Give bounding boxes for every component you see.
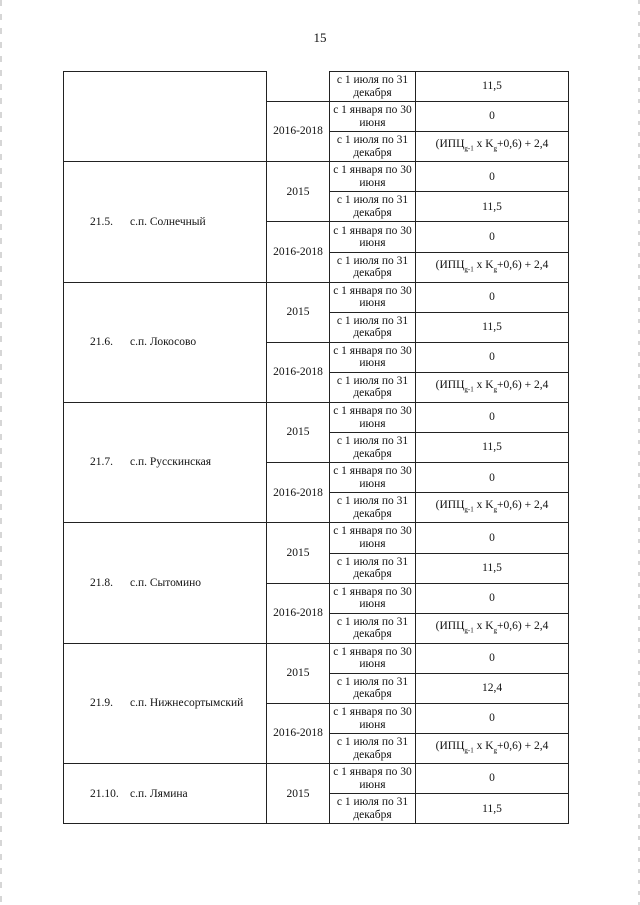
- table-row: [64, 643, 569, 673]
- year-cell: 2016-2018: [267, 102, 330, 162]
- row-number: 21.6.: [90, 336, 113, 349]
- table-row: [64, 162, 569, 192]
- settlement-cell: [64, 764, 267, 824]
- table-row: [64, 403, 569, 433]
- settlement-cell: [64, 523, 267, 643]
- period-cell: с 1 июля по 31 декабря: [330, 493, 416, 523]
- rate-cell: 0: [416, 102, 569, 132]
- settlement-cell: [64, 282, 267, 402]
- period-cell: с 1 июля по 31 декабря: [330, 553, 416, 583]
- rate-cell: 11,5: [416, 312, 569, 342]
- period-cell: с 1 января по 30 июня: [330, 523, 416, 553]
- formula-cell: ($ИПЦ_{g-1}$ x $K_g+0,6) + 2,4$: [416, 493, 569, 523]
- rate-cell: 0: [416, 403, 569, 433]
- period-cell: с 1 июля по 31 декабря: [330, 673, 416, 703]
- period-cell: с 1 июля по 31 декабря: [330, 252, 416, 282]
- period-cell: с 1 января по 30 июня: [330, 342, 416, 372]
- period-cell: с 1 января по 30 июня: [330, 162, 416, 192]
- formula-cell: ($ИПЦ_{g-1}$ x $K_g+0,6) + 2,4$: [416, 613, 569, 643]
- period-cell: с 1 июля по 31 декабря: [330, 312, 416, 342]
- row-number: 21.7.: [90, 456, 113, 469]
- rate-cell: 0: [416, 162, 569, 192]
- rate-cell: 12,4: [416, 673, 569, 703]
- period-cell: с 1 июля по 31 декабря: [330, 132, 416, 162]
- settlement-name: с.п. Лямина: [130, 787, 188, 800]
- year-cell-continued-blank: [267, 72, 330, 102]
- formula-subscript: g: [493, 265, 498, 273]
- row-number: 21.8.: [90, 576, 113, 589]
- period-cell: с 1 июля по 31 декабря: [330, 192, 416, 222]
- year-cell: 2015: [267, 764, 330, 824]
- table-row: [64, 282, 569, 312]
- formula-subscript: g-1: [464, 385, 474, 394]
- rate-cell: 0: [416, 764, 569, 794]
- period-cell: с 1 июля по 31 декабря: [330, 372, 416, 402]
- year-cell: 2015: [267, 403, 330, 463]
- row-number: 21.9.: [90, 697, 113, 710]
- settlement-name: с.п. Сытомино: [130, 576, 202, 589]
- year-cell: 2016-2018: [267, 342, 330, 402]
- year-cell: 2016-2018: [267, 703, 330, 763]
- formula-subscript: g: [493, 144, 498, 153]
- settlement-cell: [64, 162, 267, 282]
- settlement-cell: [64, 643, 267, 763]
- formula-cell: ($ИПЦ_{g-1}$ x $K_g+0,6) + 2,4$: [416, 132, 569, 162]
- period-cell: с 1 июля по 31 декабря: [330, 613, 416, 643]
- rate-cell: 0: [416, 282, 569, 312]
- rate-cell: 11,5: [416, 553, 569, 583]
- year-cell: 2015: [267, 523, 330, 583]
- year-cell: 2016-2018: [267, 463, 330, 523]
- rate-cell: 11,5: [416, 433, 569, 463]
- year-cell: 2015: [267, 643, 330, 703]
- period-cell: с 1 января по 30 июня: [330, 222, 416, 252]
- table-row: [64, 72, 569, 102]
- formula-subscript: g: [493, 385, 498, 394]
- rate-cell: 0: [416, 463, 569, 493]
- year-cell: 2016-2018: [267, 222, 330, 282]
- table-row: [64, 764, 569, 794]
- period-cell: с 1 июля по 31 декабря: [330, 433, 416, 463]
- settlement-name: с.п. Русскинская: [130, 456, 212, 469]
- period-cell: с 1 июля по 31 декабря: [330, 734, 416, 764]
- rate-cell: 0: [416, 523, 569, 553]
- formula-subscript: g: [493, 746, 498, 755]
- period-cell: с 1 января по 30 июня: [330, 102, 416, 132]
- rate-cell: 11,5: [416, 192, 569, 222]
- settlement-name: с.п. Локосово: [130, 336, 197, 349]
- table-row: [64, 523, 569, 553]
- year-cell: 2016-2018: [267, 583, 330, 643]
- tariff-table: [63, 71, 569, 824]
- settlement-cell-continued: [64, 72, 267, 162]
- rate-cell: 0: [416, 222, 569, 252]
- rate-cell: 11,5: [416, 794, 569, 824]
- period-cell: с 1 января по 30 июня: [330, 463, 416, 493]
- settlement-name: с.п. Нижнесортымский: [130, 697, 244, 710]
- settlement-cell: [64, 403, 267, 523]
- period-cell: с 1 января по 30 июня: [330, 703, 416, 733]
- formula-subscript: g: [493, 505, 498, 514]
- year-cell: 2015: [267, 282, 330, 342]
- period-cell: с 1 января по 30 июня: [330, 643, 416, 673]
- rate-cell: 0: [416, 342, 569, 372]
- formula-cell: ($ИПЦ_{g-1}$ x $K_g+0,6) + 2,4$: [416, 734, 569, 764]
- formula-subscript: g-1: [464, 626, 474, 635]
- scan-edge-left: [0, 0, 2, 905]
- rate-cell: 0: [416, 583, 569, 613]
- rate-cell: 0: [416, 643, 569, 673]
- formula-subscript: g-1: [464, 746, 474, 755]
- period-cell: с 1 января по 30 июня: [330, 583, 416, 613]
- formula-subscript: g: [493, 626, 498, 635]
- settlement-name: с.п. Солнечный: [130, 215, 206, 228]
- period-cell: с 1 января по 30 июня: [330, 282, 416, 312]
- formula-subscript: g-1: [464, 144, 474, 153]
- formula-cell: ($ИПЦ_{g-1}$ x $K_g+0,6) + 2,4$: [416, 252, 569, 282]
- formula-cell: ($ИПЦ_{g-1}$ x $K_g+0,6) + 2,4$: [416, 372, 569, 402]
- formula-subscript: g-1: [464, 265, 474, 273]
- page-number: 15: [313, 30, 327, 45]
- rate-cell: 0: [416, 703, 569, 733]
- period-cell: с 1 января по 30 июня: [330, 403, 416, 433]
- rate-cell: 11,5: [416, 72, 569, 102]
- period-cell: с 1 января по 30 июня: [330, 764, 416, 794]
- year-cell: 2015: [267, 162, 330, 222]
- tariff-table-body: [64, 72, 569, 824]
- row-number: 21.10.: [90, 787, 119, 800]
- formula-subscript: g-1: [464, 505, 474, 514]
- period-cell: с 1 июля по 31 декабря: [330, 794, 416, 824]
- period-cell: с 1 июля по 31 декабря: [330, 72, 416, 102]
- row-number: 21.5.: [90, 215, 113, 228]
